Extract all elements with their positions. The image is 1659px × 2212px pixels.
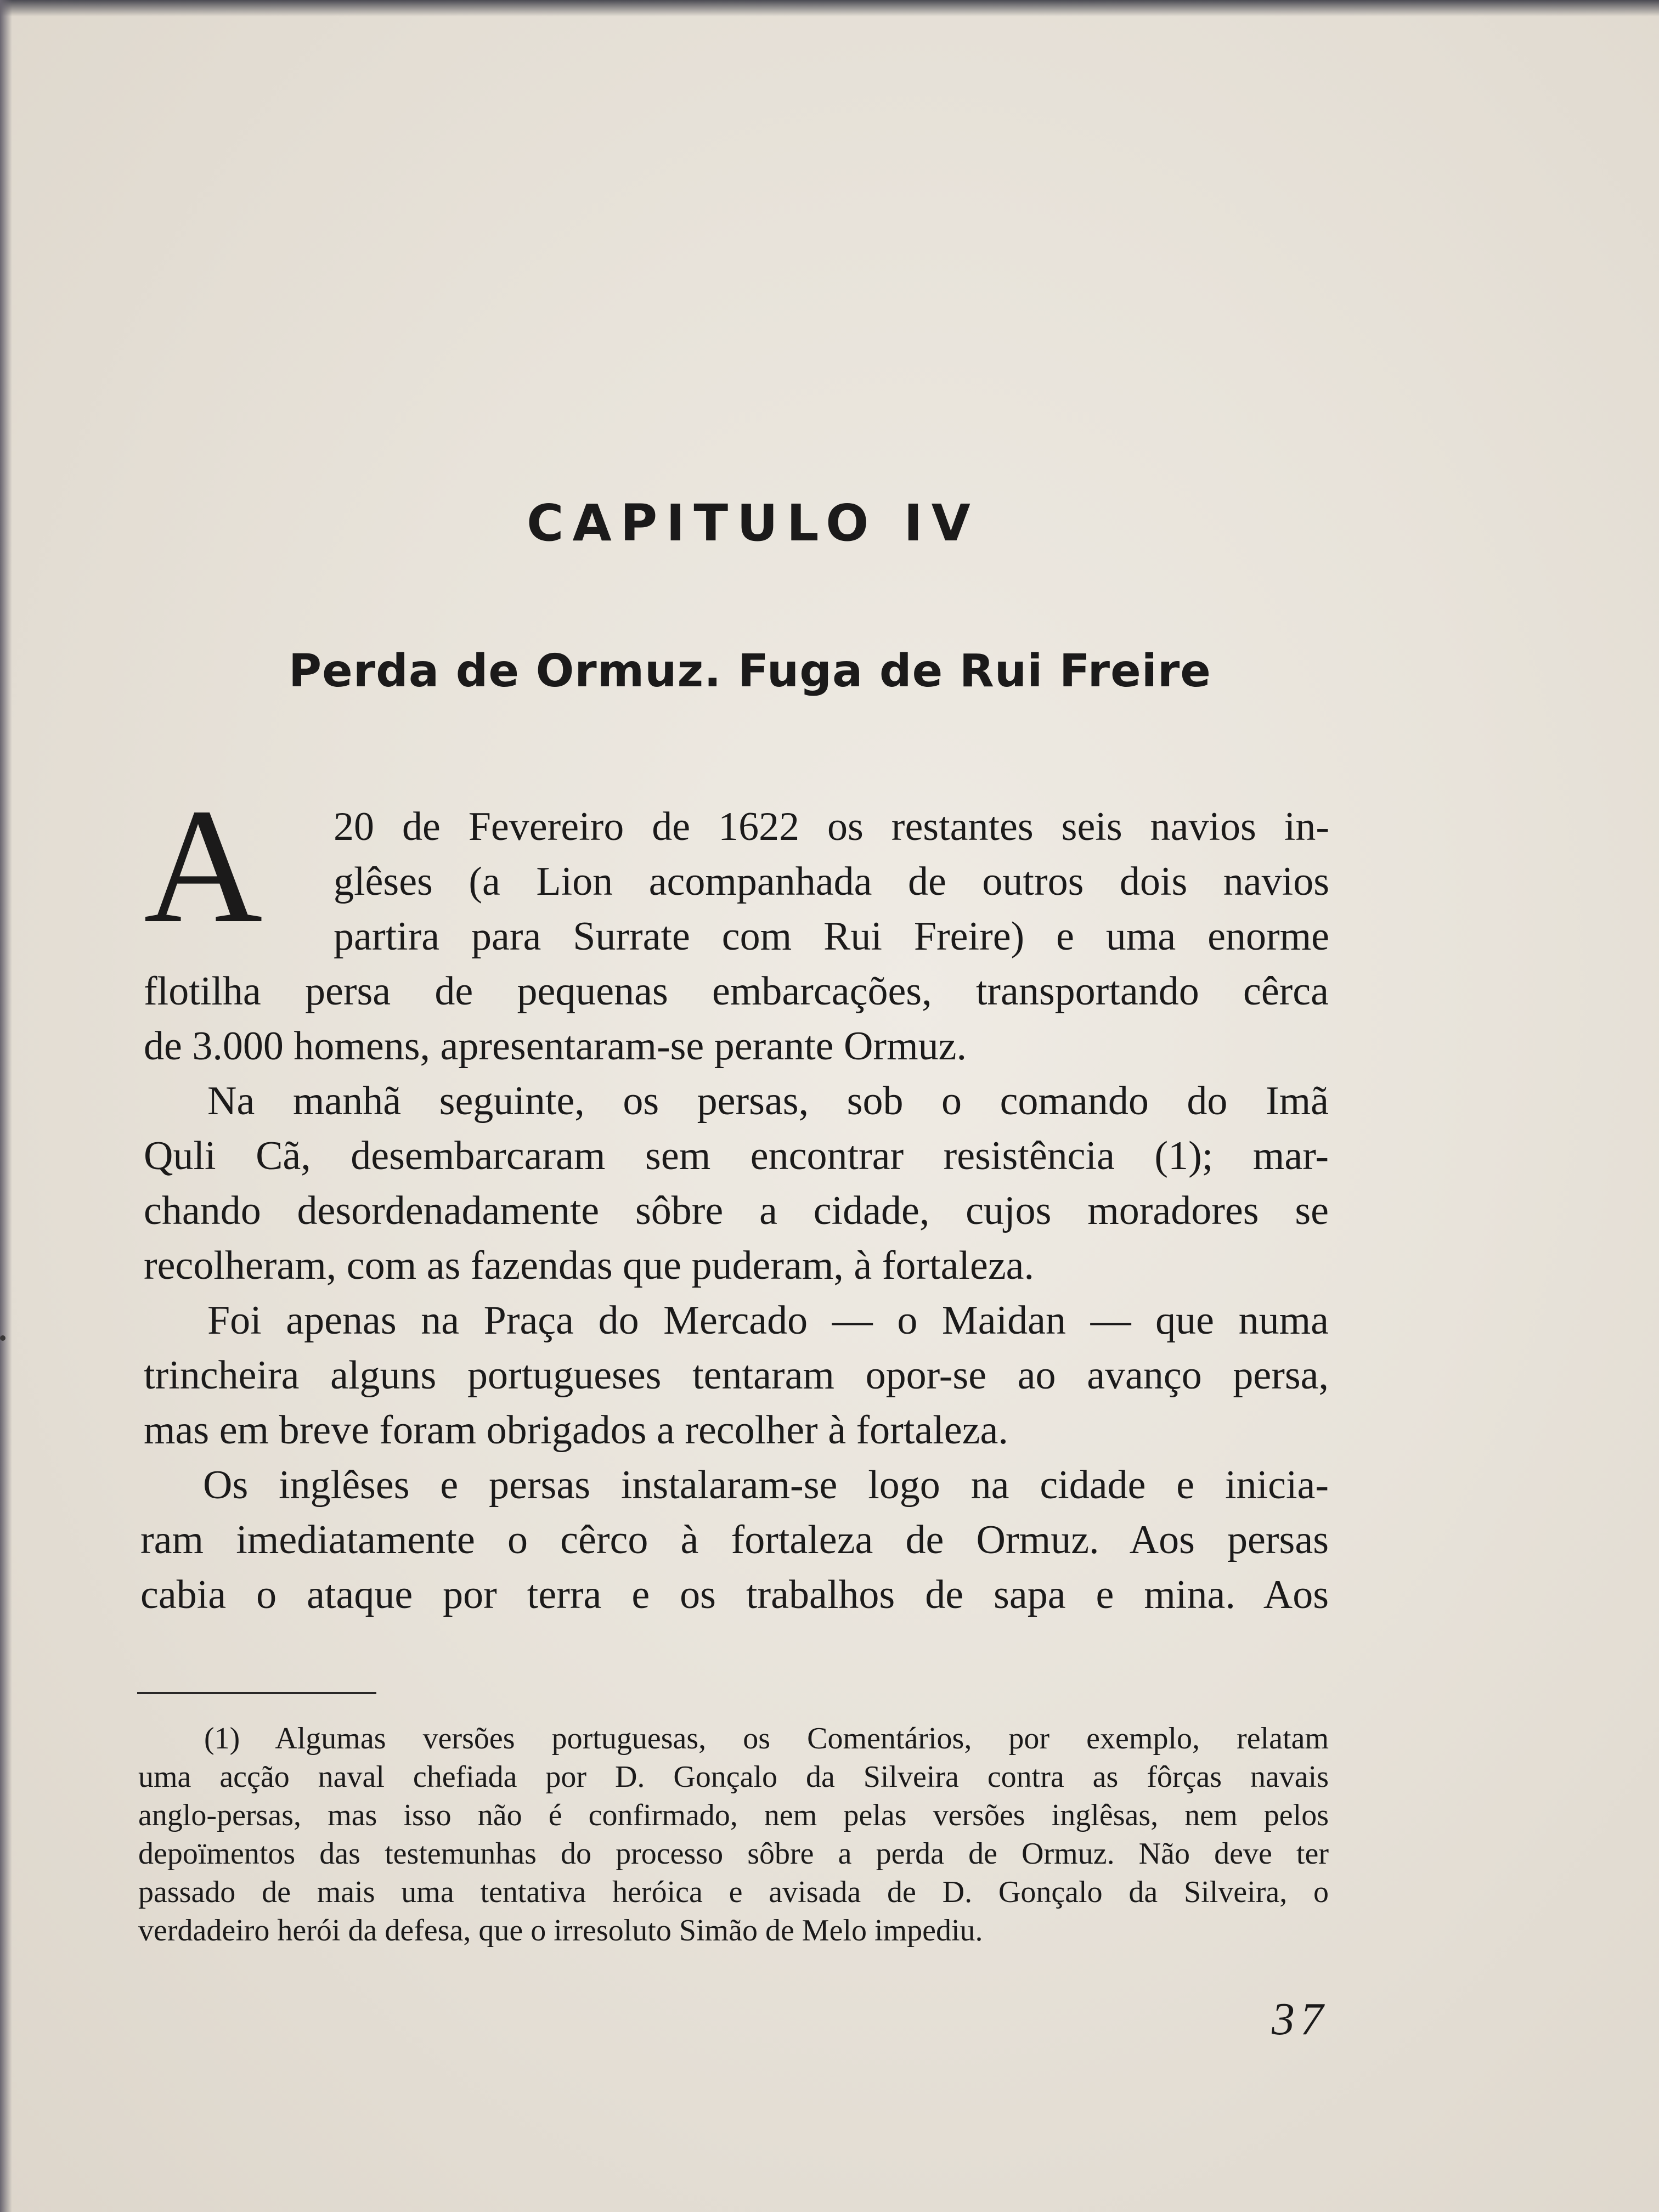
body-line: chando desordenadamente sôbre a cidade, cujos moradores se <box>144 1188 1329 1233</box>
footnote-line: depoïmentos das testemunhas do processo sôbre a perda de Ormuz. Não deve ter <box>138 1837 1329 1871</box>
body-line: de 3.000 homens, apresentaram-se perante Ormuz. <box>144 1024 967 1069</box>
body-line: 20 de Fevereiro de 1622 os restantes seis navios in- <box>334 804 1329 849</box>
body-line: partira para Surrate com Rui Freire) e uma enorme <box>334 914 1329 959</box>
footnote-line: uma acção naval chefiada por D. Gonçalo da Silveira contra as fôrças navais <box>138 1760 1329 1794</box>
page-number: 37 <box>1272 1994 1329 2045</box>
body-line: cabia o ataque por terra e os trabalhos de sapa e mina. Aos <box>140 1572 1329 1617</box>
body-line: glêses (a Lion acompanhada de outros dois navios <box>334 859 1329 904</box>
chapter-subtitle: Perda de Ormuz. Fuga de Rui Freire <box>289 645 1211 697</box>
body-line: Os inglêses e persas instalaram-se logo na cidade e inicia- <box>203 1463 1329 1508</box>
body-line: ram imediatamente o cêrco à fortaleza de Ormuz. Aos persas <box>140 1517 1329 1562</box>
body-line: trincheira alguns portugueses tentaram opor-se ao avanço persa, <box>144 1353 1329 1398</box>
body-line: Foi apenas na Praça do Mercado — o Maidan — que numa <box>207 1298 1329 1343</box>
body-line: Quli Cã, desembarcaram sem encontrar resistência (1); mar- <box>144 1133 1329 1178</box>
body-line: recolheram, com as fazendas que puderam, à fortaleza. <box>144 1243 1035 1288</box>
chapter-title: CAPITULO IV <box>527 494 979 552</box>
footnote-line: anglo-persas, mas isso não é confirmado, nem pelas versões inglêsas, nem pelos <box>138 1798 1329 1832</box>
footnote-line: verdadeiro herói da defesa, que o irresoluto Simão de Melo impediu. <box>138 1914 983 1948</box>
body-line: flotilha persa de pequenas embarcações, transportando cêrca <box>144 969 1329 1014</box>
body-line: mas em breve foram obrigados a recolher à fortaleza. <box>144 1408 1008 1453</box>
footnote-divider <box>137 1692 376 1694</box>
body-line: Na manhã seguinte, os persas, sob o comando do Imã <box>207 1079 1329 1124</box>
footnote-line: passado de mais uma tentativa heróica e avisada de D. Gonçalo da Silveira, o <box>138 1875 1329 1909</box>
footnote-line: (1) Algumas versões portuguesas, os Comentários, por exemplo, relatam <box>204 1722 1329 1756</box>
drop-cap: A <box>144 775 263 957</box>
